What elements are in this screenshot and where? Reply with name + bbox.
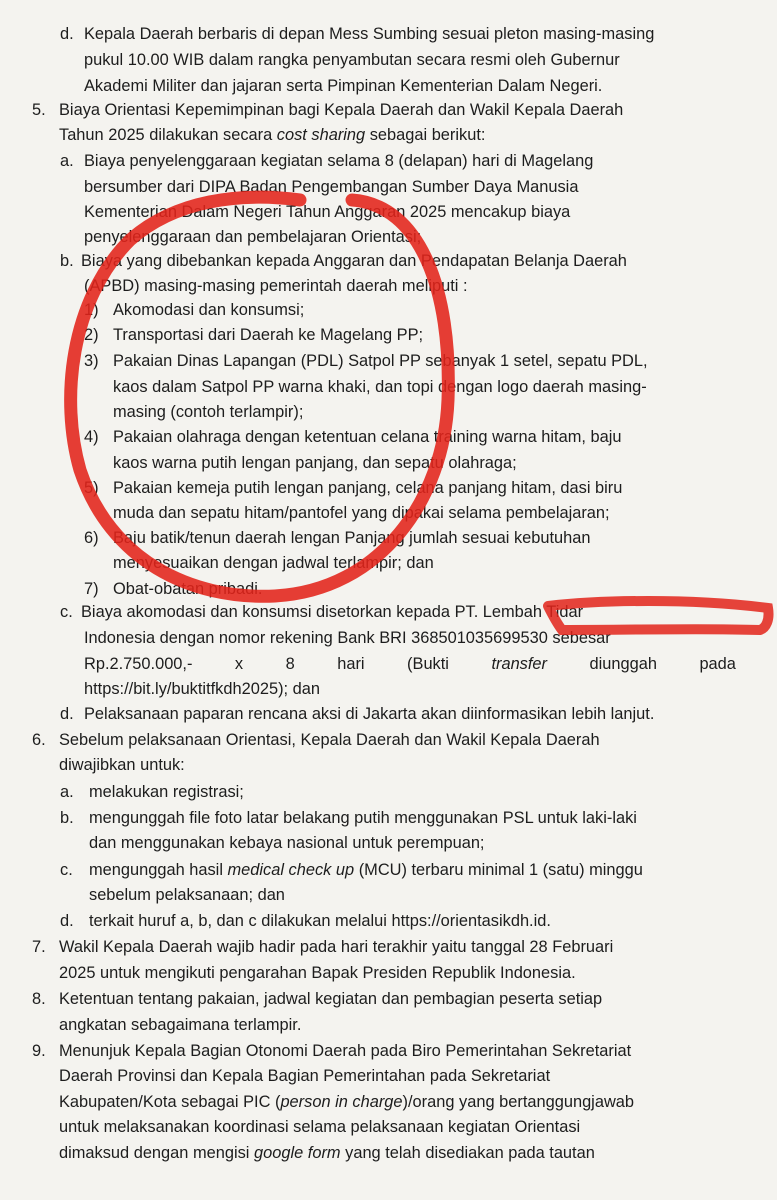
item6-c-line2: sebelum pelaksanaan; dan (89, 886, 285, 904)
item5-b-sub3-line1: Pakaian Dinas Lapangan (PDL) Satpol PP sebanyak 1 setel, sepatu PDL, (113, 352, 648, 370)
item5-b-sub6-line2: menyesuaikan dengan jadwal terlampir; dan (113, 554, 434, 572)
item5-b-sub7-marker: 7) (84, 580, 99, 598)
item6-d-line1: terkait huruf a, b, dan c dilakukan melalui https://orientasikdh.id. (89, 912, 551, 930)
item5-b-sub5-marker: 5) (84, 479, 99, 497)
item7-marker: 7. (32, 938, 46, 956)
item5-b-sub2-marker: 2) (84, 326, 99, 344)
item6-b-line1: mengunggah file foto latar belakang putih menggunakan PSL untuk laki-laki (89, 809, 637, 827)
item6-b-line2: dan menggunakan kebaya nasional untuk perempuan; (89, 834, 485, 852)
item5-d-marker: d. (60, 705, 74, 723)
item5-b-sub4-line2: kaos warna putih lengan panjang, dan sepatu olahraga; (113, 454, 517, 472)
item5-c-line1: Biaya akomodasi dan konsumsi disetorkan kepada PT. Lembah Tidar (81, 603, 584, 621)
item5-line2: Tahun 2025 dilakukan secara cost sharing sebagai berikut: (59, 126, 486, 144)
item5-b-marker: b. (60, 252, 74, 270)
item6-c-marker: c. (60, 861, 73, 879)
item5-b-sub6-line1: Baju batik/tenun daerah lengan Panjang jumlah sesuai kebutuhan (113, 529, 591, 547)
item5-a-line3: Kementerian Dalam Negeri Tahun Anggaran 2025 mencakup biaya (84, 203, 571, 221)
item5-b-sub3-marker: 3) (84, 352, 99, 370)
highlighted-company-name: PT. Lembah Tidar (454, 603, 584, 621)
item5-b-sub5-line2: muda dan sepatu hitam/pantofel yang dipakai selama pembelajaran; (113, 504, 610, 522)
item6-b-marker: b. (60, 809, 74, 827)
item5-b-sub5-line1: Pakaian kemeja putih lengan panjang, celana panjang hitam, dasi biru (113, 479, 623, 497)
item6-a-line1: melakukan registrasi; (89, 783, 244, 801)
item5-c-line2: Indonesia dengan nomor rekening Bank BRI 368501035699530 sebesar (84, 629, 611, 647)
item4-d-line3: Akademi Militer dan jajaran serta Pimpinan Kementerian Dalam Negeri. (84, 77, 603, 95)
item7-line2: 2025 untuk mengikuti pengarahan Bapak Presiden Republik Indonesia. (59, 964, 576, 982)
item5-b-sub2-line1: Transportasi dari Daerah ke Magelang PP; (113, 326, 424, 344)
item9-line4: untuk melaksanakan koordinasi selama pelaksanaan kegiatan Orientasi (59, 1118, 581, 1136)
item9-line3: Kabupaten/Kota sebagai PIC (person in charge)/orang yang bertanggungjawab (59, 1093, 635, 1111)
item5-line1: Biaya Orientasi Kepemimpinan bagi Kepala Daerah dan Wakil Kepala Daerah (59, 101, 624, 119)
item5-c-line4: https://bit.ly/buktitfkdh2025); dan (84, 680, 320, 698)
item9-line5: dimaksud dengan mengisi google form yang telah disediakan pada tautan (59, 1144, 595, 1162)
item5-b-sub7-line1: Obat-obatan pribadi. (113, 580, 263, 598)
item5-c-line3: Rp.2.750.000,- x 8 hari (Bukti transfer diunggah pada (84, 655, 736, 673)
item5-b-line1: Biaya yang dibebankan kepada Anggaran dan Pendapatan Belanja Daerah (81, 252, 627, 270)
item5-b-sub4-line1: Pakaian olahraga dengan ketentuan celana training warna hitam, baju (113, 428, 622, 446)
item5-a-line2: bersumber dari DIPA Badan Pengembangan Sumber Daya Manusia (84, 178, 579, 196)
item5-d-line1: Pelaksanaan paparan rencana aksi di Jakarta akan diinformasikan lebih lanjut. (84, 705, 655, 723)
item5-b-sub1-line1: Akomodasi dan konsumsi; (113, 301, 305, 319)
item6-marker: 6. (32, 731, 46, 749)
item5-a-marker: a. (60, 152, 74, 170)
item6-line1: Sebelum pelaksanaan Orientasi, Kepala Daerah dan Wakil Kepala Daerah (59, 731, 600, 749)
item6-d-marker: d. (60, 912, 74, 930)
item5-b-sub6-marker: 6) (84, 529, 99, 547)
item9-line2: Daerah Provinsi dan Kepala Bagian Pemerintahan pada Sekretariat (59, 1067, 551, 1085)
item5-b-sub4-marker: 4) (84, 428, 99, 446)
item5-c-marker: c. (60, 603, 73, 621)
item8-marker: 8. (32, 990, 46, 1008)
item7-line1: Wakil Kepala Daerah wajib hadir pada hari terakhir yaitu tanggal 28 Februari (59, 938, 614, 956)
item5-marker: 5. (32, 101, 46, 119)
item6-line2: diwajibkan untuk: (59, 756, 185, 774)
item5-a-line1: Biaya penyelenggaraan kegiatan selama 8 (delapan) hari di Magelang (84, 152, 594, 170)
item4-d-line2: pukul 10.00 WIB dalam rangka penyambutan secara resmi oleh Gubernur (84, 51, 620, 69)
item5-b-sub3-line2: kaos dalam Satpol PP warna khaki, dan topi dengan logo daerah masing- (113, 378, 647, 396)
item5-b-sub3-line3: masing (contoh terlampir); (113, 403, 304, 421)
item9-line1: Menunjuk Kepala Bagian Otonomi Daerah pada Biro Pemerintahan Sekretariat (59, 1042, 632, 1060)
item6-c-line1: mengunggah hasil medical check up (MCU) terbaru minimal 1 (satu) minggu (89, 861, 643, 879)
item5-b-sub1-marker: 1) (84, 301, 99, 319)
item5-a-line4: penyelenggaraan dan pembelajaran Orientasi; (84, 228, 422, 246)
item8-line1: Ketentuan tentang pakaian, jadwal kegiatan dan pembagian peserta setiap (59, 990, 603, 1008)
item8-line2: angkatan sebagaimana terlampir. (59, 1016, 302, 1034)
item4-d-line1: Kepala Daerah berbaris di depan Mess Sumbing sesuai pleton masing-masing (84, 25, 655, 43)
item4-d-marker: d. (60, 25, 74, 43)
item9-marker: 9. (32, 1042, 46, 1060)
item5-b-line2: (APBD) masing-masing pemerintah daerah meliputi : (84, 277, 468, 295)
item6-a-marker: a. (60, 783, 74, 801)
